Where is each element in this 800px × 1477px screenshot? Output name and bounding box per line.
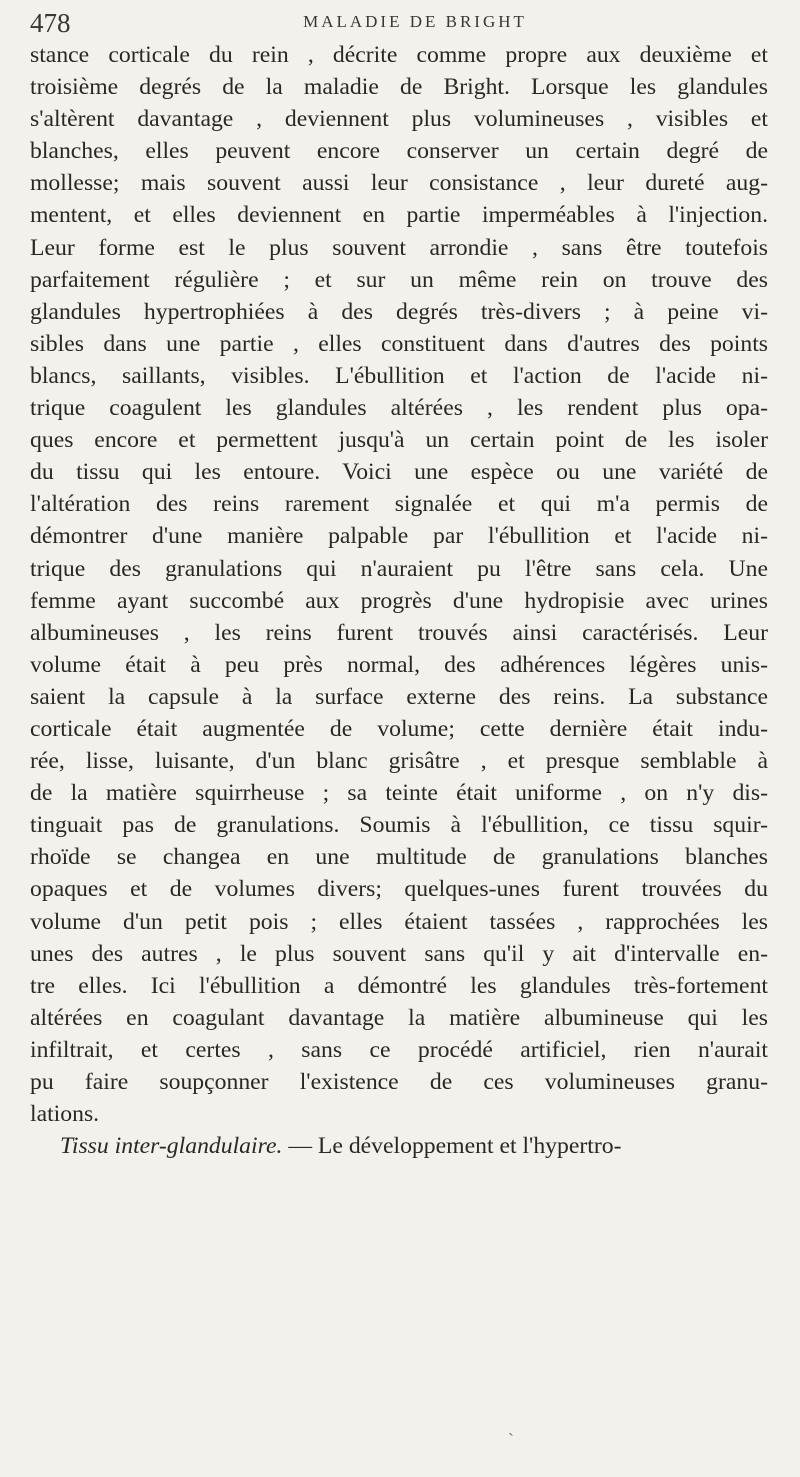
text-line: de la matière squirrheuse ; sa teinte était uniforme , on n'y dis-	[30, 780, 768, 807]
text-line: saient la capsule à la surface externe des reins. La substance	[30, 683, 768, 710]
text-line: mollesse; mais souvent aussi leur consistance , leur dureté aug-	[30, 170, 768, 197]
section-text: — Le développement et l'hypertro-	[282, 1133, 622, 1160]
stray-ink-mark: ˏ	[508, 1416, 514, 1436]
text-line: unes des autres , le plus souvent sans qu'il y ait d'intervalle en-	[30, 940, 768, 967]
section-heading: Tissu inter-glandulaire.	[60, 1133, 283, 1160]
running-head: MALADIE DE BRIGHT	[303, 12, 527, 31]
text-line: blanches, elles peuvent encore conserver un certain degré de	[30, 138, 768, 165]
text-line: l'altération des reins rarement signalée et qui m'a permis de	[30, 491, 768, 518]
text-line: corticale était augmentée de volume; cette dernière était indu-	[30, 715, 768, 742]
text-line: trique des granulations qui n'auraient pu l'être sans cela. Une	[30, 555, 768, 582]
text-line: rée, lisse, luisante, d'un blanc grisâtre , et presque semblable à	[30, 748, 768, 775]
text-line: glandules hypertrophiées à des degrés très-divers ; à peine vi-	[30, 298, 768, 325]
text-line: stance corticale du rein , décrite comme propre aux deuxième et	[30, 42, 768, 68]
text-line: mentent, et elles deviennent en partie imperméables à l'injection.	[30, 202, 768, 229]
page-number: 478	[30, 8, 71, 38]
text-line: opaques et de volumes divers; quelques-unes furent trouvées du	[30, 876, 768, 903]
section-start-line	[30, 1130, 768, 1162]
text-line: blancs, saillants, visibles. L'ébullition et l'action de l'acide ni-	[30, 362, 768, 389]
text-line: démontrer d'une manière palpable par l'ébullition et l'acide ni-	[30, 523, 768, 550]
text-line: infiltrait, et certes , sans ce procédé artificiel, rien n'aurait	[30, 1036, 768, 1063]
text-line: troisième degrés de la maladie de Bright. Lorsque les glandules	[30, 74, 768, 101]
text-line: sibles dans une partie , elles constituent dans d'autres des points	[30, 330, 768, 357]
text-line: pu faire soupçonner l'existence de ces volumineuses granu-	[30, 1069, 768, 1095]
text-line: ques encore et permettent jusqu'à un certain point de les isoler	[30, 427, 768, 454]
text-line: s'altèrent davantage , deviennent plus volumineuses , visibles et	[30, 106, 768, 133]
text-line: volume était à peu près normal, des adhérences légères unis-	[30, 651, 768, 678]
text-line: tre elles. Ici l'ébullition a démontré les glandules très-fortement	[30, 972, 768, 999]
text-line: altérées en coagulant davantage la matière albumineuse qui les	[30, 1004, 768, 1031]
text-line: trique coagulent les glandules altérées , les rendent plus opa-	[30, 395, 768, 422]
text-line: tinguait pas de granulations. Soumis à l'ébullition, ce tissu squir-	[30, 812, 768, 839]
text-line: rhoïde se changea en une multitude de granulations blanches	[30, 844, 768, 871]
text-line: albumineuses , les reins furent trouvés ainsi caractérisés. Leur	[30, 619, 768, 646]
text-line: femme ayant succombé aux progrès d'une hydropisie avec urines	[30, 587, 768, 614]
text-line: lations.	[30, 1101, 100, 1128]
text-line: Leur forme est le plus souvent arrondie , sans être toutefois	[30, 234, 768, 261]
body-text	[30, 39, 768, 1162]
text-line: parfaitement régulière ; et sur un même rein on trouve des	[30, 266, 768, 293]
text-line: volume d'un petit pois ; elles étaient tassées , rapprochées les	[30, 908, 768, 935]
text-line: du tissu qui les entoure. Voici une espèce ou une variété de	[30, 459, 768, 486]
page-header	[30, 4, 770, 44]
